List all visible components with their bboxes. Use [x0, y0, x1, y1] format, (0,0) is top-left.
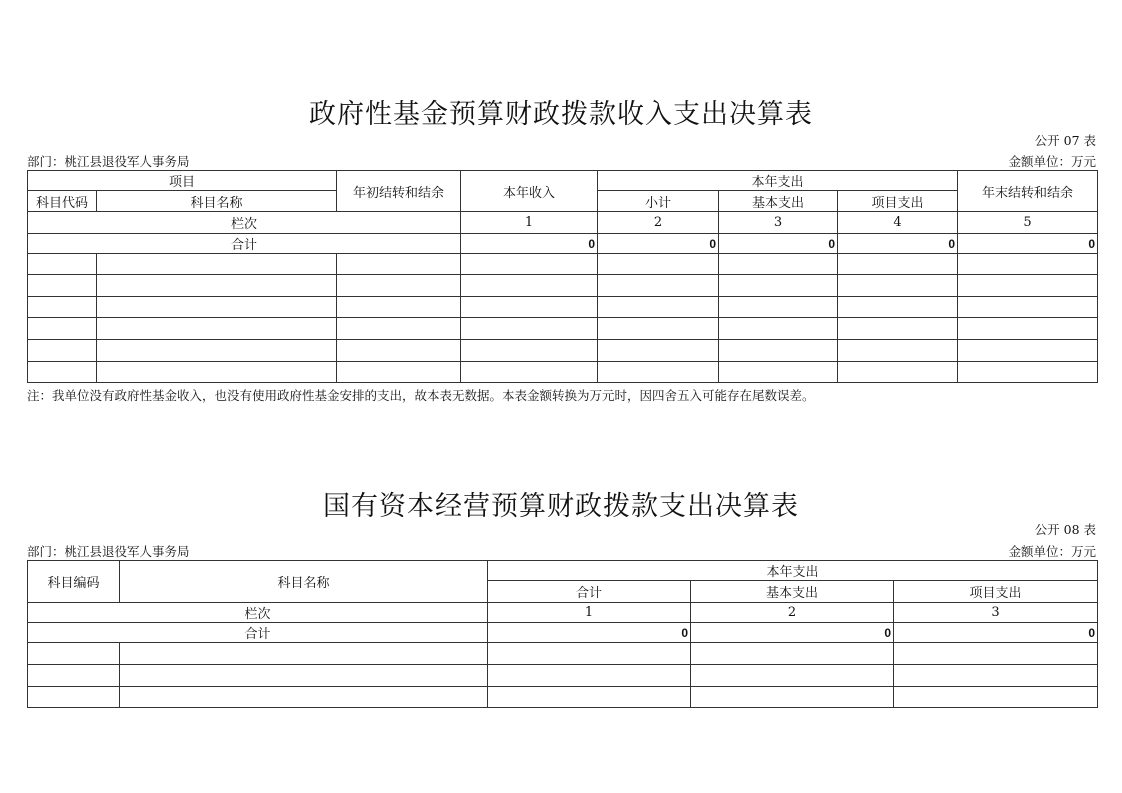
table-row [28, 340, 1098, 362]
t1-header-opening: 年初结转和结余 [337, 171, 461, 212]
table-row [28, 687, 1098, 708]
t1-header-row-1 [28, 171, 1098, 191]
table-row [28, 318, 1098, 340]
t1-col-num-2: 2 [598, 212, 719, 234]
t2-header-total: 合计 [488, 581, 691, 603]
t1-total-subtotal: 0 [719, 234, 838, 254]
t2-total-row [28, 623, 1098, 643]
t1-total-label: 合计 [28, 234, 461, 254]
t2-col-num-3: 3 [894, 603, 1098, 623]
t1-header-income: 本年收入 [461, 171, 598, 212]
t2-total-project: 0 [894, 623, 1098, 643]
t2-department: 部门：桃江县退役军人事务局 [27, 544, 190, 559]
t2-amount-unit: 金额单位：万元 [1008, 544, 1096, 559]
t2-col-num-2: 2 [691, 603, 894, 623]
t2-total-total: 0 [488, 623, 691, 643]
t1-col-num-1: 1 [461, 212, 598, 234]
t1-total-opening: 0 [461, 234, 598, 254]
table-row [28, 275, 1098, 297]
t1-header-basic: 基本支出 [719, 191, 838, 212]
table-row [28, 254, 1098, 275]
t1-column-label: 栏次 [28, 212, 461, 234]
t2-column-number-row [28, 603, 1098, 623]
t1-header-name: 科目名称 [97, 191, 337, 212]
t1-table [27, 170, 1098, 383]
t2-total-basic: 0 [691, 623, 894, 643]
t2-column-label: 栏次 [28, 603, 488, 623]
t1-header-project: 项目支出 [838, 191, 958, 212]
t1-col-num-5: 5 [958, 212, 1098, 234]
t1-total-project: 0 [958, 234, 1098, 254]
t1-header-item: 项目 [28, 171, 337, 191]
table-row [28, 643, 1098, 665]
t1-col-num-4: 4 [838, 212, 958, 234]
t1-department: 部门：桃江县退役军人事务局 [27, 154, 190, 169]
t1-form-no: 公开 07 表 [1034, 133, 1096, 148]
t1-total-row [28, 234, 1098, 254]
t1-amount-unit: 金额单位：万元 [1008, 154, 1096, 169]
t1-header-expense: 本年支出 [598, 171, 958, 191]
t1-header-closing: 年末结转和结余 [958, 171, 1098, 212]
t1-column-number-row [28, 212, 1098, 234]
t1-note: 注：我单位没有政府性基金收入，也没有使用政府性基金安排的支出，故本表无数据。本表金额转换为万元时，因四舍五入可能存在尾数误差。 [27, 388, 815, 403]
t2-header-name: 科目名称 [120, 561, 488, 603]
t1-col-num-3: 3 [719, 212, 838, 234]
t2-header-code: 科目编码 [28, 561, 120, 603]
t2-header-basic: 基本支出 [691, 581, 894, 603]
t2-header-project: 项目支出 [894, 581, 1098, 603]
t2-col-num-1: 1 [488, 603, 691, 623]
t1-title: 政府性基金预算财政拨款收入支出决算表 [309, 99, 813, 130]
t2-header-expense: 本年支出 [488, 561, 1098, 581]
t2-title: 国有资本经营预算财政拨款支出决算表 [323, 491, 799, 522]
t1-header-subtotal: 小计 [598, 191, 719, 212]
table-row [28, 362, 1098, 383]
t2-form-no: 公开 08 表 [1034, 522, 1096, 537]
t1-header-code: 科目代码 [28, 191, 97, 212]
t1-total-basic: 0 [838, 234, 958, 254]
table-row [28, 297, 1098, 318]
t1-total-income: 0 [598, 234, 719, 254]
t2-total-label: 合计 [28, 623, 488, 643]
t2-table [27, 560, 1098, 708]
t2-header-row-1 [28, 561, 1098, 581]
table-row [28, 665, 1098, 687]
